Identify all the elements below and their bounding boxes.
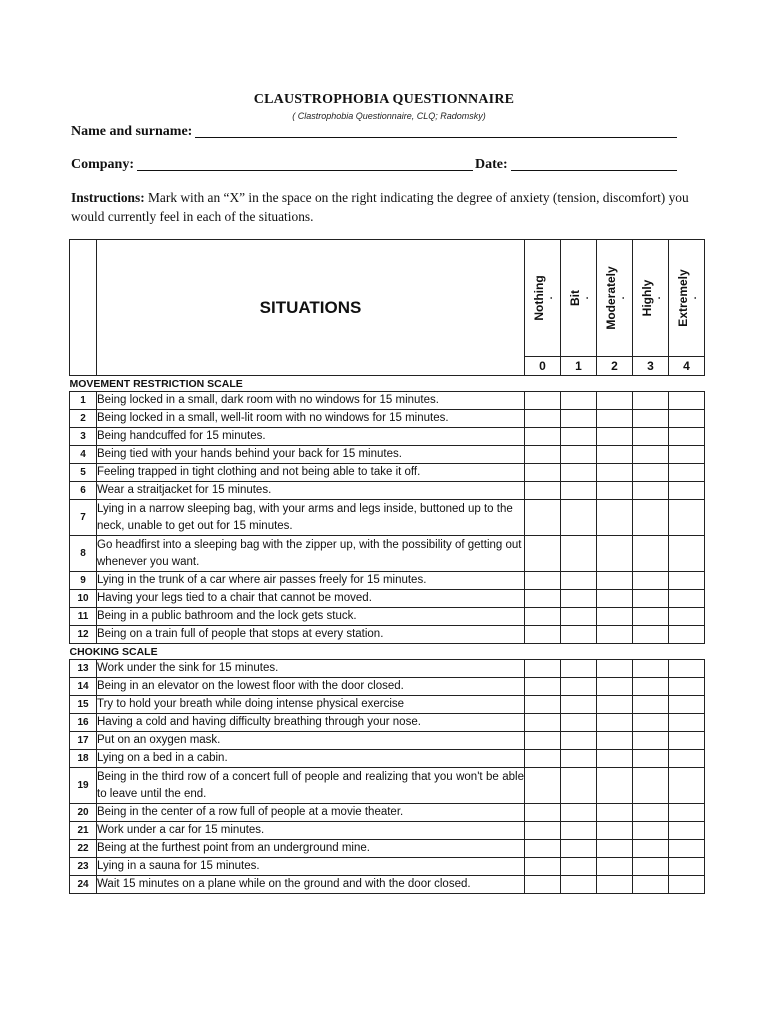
item-number: 21	[70, 822, 97, 840]
rating-cell-1[interactable]	[561, 768, 597, 804]
rating-cell-3[interactable]	[633, 572, 669, 590]
item-number: 12	[70, 626, 97, 644]
rating-cell-3[interactable]	[633, 428, 669, 446]
item-number: 14	[70, 678, 97, 696]
rating-cell-3[interactable]	[633, 608, 669, 626]
rating-cell-2[interactable]	[597, 626, 633, 644]
situation-text: Go headfirst into a sleeping bag with the zipper up, with the possibility of getting out whenever you want.	[97, 536, 525, 572]
section-title: MOVEMENT RESTRICTION SCALE	[69, 377, 243, 390]
rating-cell-0[interactable]	[525, 446, 561, 464]
company-field[interactable]	[137, 157, 473, 171]
rating-cell-2[interactable]	[597, 732, 633, 750]
rating-cell-4[interactable]	[669, 446, 705, 464]
situation-text: Being locked in a small, dark room with no windows for 15 minutes.	[97, 392, 525, 410]
rating-cell-0[interactable]	[525, 750, 561, 768]
name-label: Name and surname:	[71, 124, 193, 139]
rating-cell-2[interactable]	[597, 804, 633, 822]
rating-cell-4[interactable]	[669, 626, 705, 644]
table-row	[70, 428, 705, 446]
situation-text: Being in an elevator on the lowest floor with the door closed.	[97, 678, 525, 696]
table-row	[70, 410, 705, 428]
column-header-moderately	[597, 240, 633, 357]
rating-cell-4[interactable]	[669, 732, 705, 750]
rating-cell-1[interactable]	[561, 858, 597, 876]
rating-cell-1[interactable]	[561, 608, 597, 626]
item-number: 1	[70, 392, 97, 410]
rating-cell-3[interactable]	[633, 500, 669, 536]
rating-cell-3[interactable]	[633, 536, 669, 572]
rating-cell-1[interactable]	[561, 660, 597, 678]
rating-cell-2[interactable]	[597, 464, 633, 482]
column-dot: .	[651, 296, 663, 300]
rating-cell-4[interactable]	[669, 392, 705, 410]
table-row	[70, 500, 705, 536]
rating-cell-1[interactable]	[561, 428, 597, 446]
rating-cell-0[interactable]	[525, 822, 561, 840]
rating-cell-2[interactable]	[597, 428, 633, 446]
name-field[interactable]	[195, 124, 677, 138]
column-label-nothing: Nothing	[531, 275, 546, 321]
situations-header: SITUATIONS	[97, 240, 525, 376]
rating-cell-1[interactable]	[561, 590, 597, 608]
item-number: 19	[70, 768, 97, 804]
column-header-bit	[561, 240, 597, 357]
rating-cell-2[interactable]	[597, 840, 633, 858]
situations-table	[69, 239, 705, 894]
page-subtitle: ( Clastrophobia Questionnaire, CLQ; Radomsky)	[292, 111, 486, 121]
rating-cell-3[interactable]	[633, 464, 669, 482]
item-number: 7	[70, 500, 97, 536]
rating-cell-2[interactable]	[597, 714, 633, 732]
rating-cell-2[interactable]	[597, 500, 633, 536]
instructions-text: Mark with an “X” in the space on the right indicating the degree of anxiety (tension, discomfort) you would currently feel in each of the situations.	[71, 190, 689, 224]
rating-cell-3[interactable]	[633, 750, 669, 768]
rating-cell-1[interactable]	[561, 804, 597, 822]
rating-cell-4[interactable]	[669, 696, 705, 714]
rating-cell-4[interactable]	[669, 608, 705, 626]
rating-cell-2[interactable]	[597, 768, 633, 804]
rating-cell-3[interactable]	[633, 590, 669, 608]
rating-cell-3[interactable]	[633, 696, 669, 714]
item-number: 8	[70, 536, 97, 572]
situation-text: Being in the center of a row full of people at a movie theater.	[97, 804, 525, 822]
situation-text: Being on a train full of people that stops at every station.	[97, 626, 525, 644]
rating-cell-0[interactable]	[525, 608, 561, 626]
column-dot: .	[579, 296, 591, 300]
item-number: 4	[70, 446, 97, 464]
rating-cell-0[interactable]	[525, 804, 561, 822]
score-2: 2	[597, 357, 633, 376]
column-header-nothing	[525, 240, 561, 357]
score-3: 3	[633, 357, 669, 376]
situation-text: Work under a car for 15 minutes.	[97, 822, 525, 840]
column-header-highly	[633, 240, 669, 357]
date-field[interactable]	[511, 157, 677, 171]
rating-cell-2[interactable]	[597, 392, 633, 410]
rating-cell-3[interactable]	[633, 410, 669, 428]
date-label: Date:	[475, 157, 508, 172]
item-number: 20	[70, 804, 97, 822]
table-row	[70, 768, 705, 804]
rating-cell-2[interactable]	[597, 608, 633, 626]
score-1: 1	[561, 357, 597, 376]
table-row	[70, 392, 705, 410]
table-row	[70, 536, 705, 572]
situation-text: Being at the furthest point from an underground mine.	[97, 840, 525, 858]
rating-cell-0[interactable]	[525, 410, 561, 428]
rating-cell-3[interactable]	[633, 840, 669, 858]
item-number: 16	[70, 714, 97, 732]
item-number: 5	[70, 464, 97, 482]
situation-text: Feeling trapped in tight clothing and not being able to take it off.	[97, 464, 525, 482]
rating-cell-4[interactable]	[669, 590, 705, 608]
rating-cell-0[interactable]	[525, 482, 561, 500]
column-dot: .	[543, 296, 555, 300]
rating-cell-3[interactable]	[633, 804, 669, 822]
column-label-bit: Bit	[567, 290, 582, 306]
item-number: 24	[70, 876, 97, 894]
rating-cell-1[interactable]	[561, 750, 597, 768]
rating-cell-1[interactable]	[561, 482, 597, 500]
situation-text: Work under the sink for 15 minutes.	[97, 660, 525, 678]
rating-cell-1[interactable]	[561, 714, 597, 732]
column-dot: .	[687, 296, 699, 300]
rating-cell-4[interactable]	[669, 876, 705, 894]
rating-cell-0[interactable]	[525, 428, 561, 446]
rating-cell-0[interactable]	[525, 714, 561, 732]
column-dot: .	[615, 296, 627, 300]
table-row	[70, 626, 705, 644]
rating-cell-2[interactable]	[597, 660, 633, 678]
rating-cell-0[interactable]	[525, 572, 561, 590]
rating-cell-1[interactable]	[561, 876, 597, 894]
rating-cell-0[interactable]	[525, 858, 561, 876]
rating-cell-0[interactable]	[525, 696, 561, 714]
rating-cell-1[interactable]	[561, 464, 597, 482]
rating-cell-0[interactable]	[525, 392, 561, 410]
table-row	[70, 660, 705, 678]
table-row	[70, 696, 705, 714]
column-label-moderately: Moderately	[603, 266, 618, 330]
item-number: 13	[70, 660, 97, 678]
rating-cell-4[interactable]	[669, 500, 705, 536]
rating-cell-1[interactable]	[561, 822, 597, 840]
rating-cell-1[interactable]	[561, 446, 597, 464]
table-header-row	[70, 240, 705, 357]
rating-cell-1[interactable]	[561, 696, 597, 714]
table-row	[70, 876, 705, 894]
item-number: 15	[70, 696, 97, 714]
rating-cell-4[interactable]	[669, 858, 705, 876]
situation-text: Being locked in a small, well-lit room with no windows for 15 minutes.	[97, 410, 525, 428]
rating-cell-0[interactable]	[525, 536, 561, 572]
rating-cell-1[interactable]	[561, 626, 597, 644]
item-number: 22	[70, 840, 97, 858]
rating-cell-2[interactable]	[597, 696, 633, 714]
situation-text: Wait 15 minutes on a plane while on the ground and with the door closed.	[97, 876, 525, 894]
situation-text: Being handcuffed for 15 minutes.	[97, 428, 525, 446]
rating-cell-2[interactable]	[597, 876, 633, 894]
item-number: 2	[70, 410, 97, 428]
table-row	[70, 732, 705, 750]
rating-cell-1[interactable]	[561, 840, 597, 858]
table-row	[70, 482, 705, 500]
company-label: Company:	[71, 157, 135, 172]
situation-text: Wear a straitjacket for 15 minutes.	[97, 482, 525, 500]
rating-cell-3[interactable]	[633, 626, 669, 644]
rating-cell-0[interactable]	[525, 678, 561, 696]
rating-cell-2[interactable]	[597, 822, 633, 840]
item-number: 17	[70, 732, 97, 750]
rating-cell-4[interactable]	[669, 822, 705, 840]
rating-cell-4[interactable]	[669, 464, 705, 482]
header-corner-cell	[70, 240, 97, 376]
rating-cell-3[interactable]	[633, 822, 669, 840]
situation-text: Having your legs tied to a chair that cannot be moved.	[97, 590, 525, 608]
table-row	[70, 804, 705, 822]
situation-text: Lying on a bed in a cabin.	[97, 750, 525, 768]
rating-cell-4[interactable]	[669, 410, 705, 428]
table-row	[70, 840, 705, 858]
rating-cell-2[interactable]	[597, 750, 633, 768]
rating-cell-2[interactable]	[597, 446, 633, 464]
rating-cell-2[interactable]	[597, 410, 633, 428]
item-number: 18	[70, 750, 97, 768]
rating-cell-2[interactable]	[597, 536, 633, 572]
rating-cell-0[interactable]	[525, 500, 561, 536]
item-number: 9	[70, 572, 97, 590]
rating-cell-2[interactable]	[597, 590, 633, 608]
rating-cell-4[interactable]	[669, 572, 705, 590]
rating-cell-0[interactable]	[525, 464, 561, 482]
section-row	[70, 376, 705, 392]
situation-text: Lying in a sauna for 15 minutes.	[97, 858, 525, 876]
company-date-row	[71, 157, 679, 173]
rating-cell-0[interactable]	[525, 840, 561, 858]
rating-cell-4[interactable]	[669, 660, 705, 678]
rating-cell-3[interactable]	[633, 858, 669, 876]
rating-cell-3[interactable]	[633, 768, 669, 804]
rating-cell-0[interactable]	[525, 660, 561, 678]
rating-cell-2[interactable]	[597, 678, 633, 696]
situation-text: Being in a public bathroom and the lock gets stuck.	[97, 608, 525, 626]
column-label-extremely: Extremely	[675, 269, 690, 327]
rating-cell-0[interactable]	[525, 876, 561, 894]
section-row	[70, 644, 705, 660]
rating-cell-4[interactable]	[669, 428, 705, 446]
rating-cell-1[interactable]	[561, 678, 597, 696]
rating-cell-0[interactable]	[525, 590, 561, 608]
item-number: 23	[70, 858, 97, 876]
situation-text: Lying in a narrow sleeping bag, with your arms and legs inside, buttoned up to the neck, unable to get out for 15 minutes.	[97, 500, 525, 536]
table-row	[70, 464, 705, 482]
table-row	[70, 572, 705, 590]
situation-text: Lying in the trunk of a car where air passes freely for 15 minutes.	[97, 572, 525, 590]
rating-cell-4[interactable]	[669, 804, 705, 822]
table-row	[70, 590, 705, 608]
item-number: 3	[70, 428, 97, 446]
table-row	[70, 678, 705, 696]
rating-cell-1[interactable]	[561, 536, 597, 572]
rating-cell-1[interactable]	[561, 572, 597, 590]
rating-cell-0[interactable]	[525, 768, 561, 804]
rating-cell-3[interactable]	[633, 446, 669, 464]
rating-cell-4[interactable]	[669, 840, 705, 858]
rating-cell-1[interactable]	[561, 410, 597, 428]
table-row	[70, 858, 705, 876]
table-row	[70, 446, 705, 464]
table-row	[70, 750, 705, 768]
rating-cell-4[interactable]	[669, 768, 705, 804]
rating-cell-1[interactable]	[561, 732, 597, 750]
rating-cell-1[interactable]	[561, 500, 597, 536]
situation-text: Being tied with your hands behind your back for 15 minutes.	[97, 446, 525, 464]
rating-cell-2[interactable]	[597, 572, 633, 590]
rating-cell-4[interactable]	[669, 750, 705, 768]
rating-cell-3[interactable]	[633, 660, 669, 678]
section-title: CHOKING SCALE	[69, 645, 158, 658]
page-title: CLAUSTROPHOBIA QUESTIONNAIRE	[253, 92, 515, 107]
column-header-extremely	[669, 240, 705, 357]
rating-cell-3[interactable]	[633, 678, 669, 696]
rating-cell-4[interactable]	[669, 678, 705, 696]
table-row	[70, 714, 705, 732]
rating-cell-1[interactable]	[561, 392, 597, 410]
rating-cell-4[interactable]	[669, 714, 705, 732]
item-number: 6	[70, 482, 97, 500]
situation-text: Try to hold your breath while doing intense physical exercise	[97, 696, 525, 714]
rating-cell-0[interactable]	[525, 626, 561, 644]
rating-cell-4[interactable]	[669, 536, 705, 572]
table-row	[70, 608, 705, 626]
instructions	[71, 188, 693, 226]
score-4: 4	[669, 357, 705, 376]
rating-cell-3[interactable]	[633, 392, 669, 410]
rating-cell-3[interactable]	[633, 482, 669, 500]
item-number: 11	[70, 608, 97, 626]
situation-text: Having a cold and having difficulty breathing through your nose.	[97, 714, 525, 732]
rating-cell-2[interactable]	[597, 482, 633, 500]
situation-text: Put on an oxygen mask.	[97, 732, 525, 750]
score-0: 0	[525, 357, 561, 376]
rating-cell-3[interactable]	[633, 732, 669, 750]
column-label-highly: Highly	[639, 279, 654, 317]
rating-cell-4[interactable]	[669, 482, 705, 500]
rating-cell-2[interactable]	[597, 858, 633, 876]
name-field-row	[71, 124, 679, 140]
rating-cell-3[interactable]	[633, 876, 669, 894]
rating-cell-3[interactable]	[633, 714, 669, 732]
rating-cell-0[interactable]	[525, 732, 561, 750]
situation-text: Being in the third row of a concert full of people and realizing that you won't be able to leave until the end.	[97, 768, 525, 804]
item-number: 10	[70, 590, 97, 608]
instructions-label: Instructions:	[71, 190, 145, 205]
table-row	[70, 822, 705, 840]
